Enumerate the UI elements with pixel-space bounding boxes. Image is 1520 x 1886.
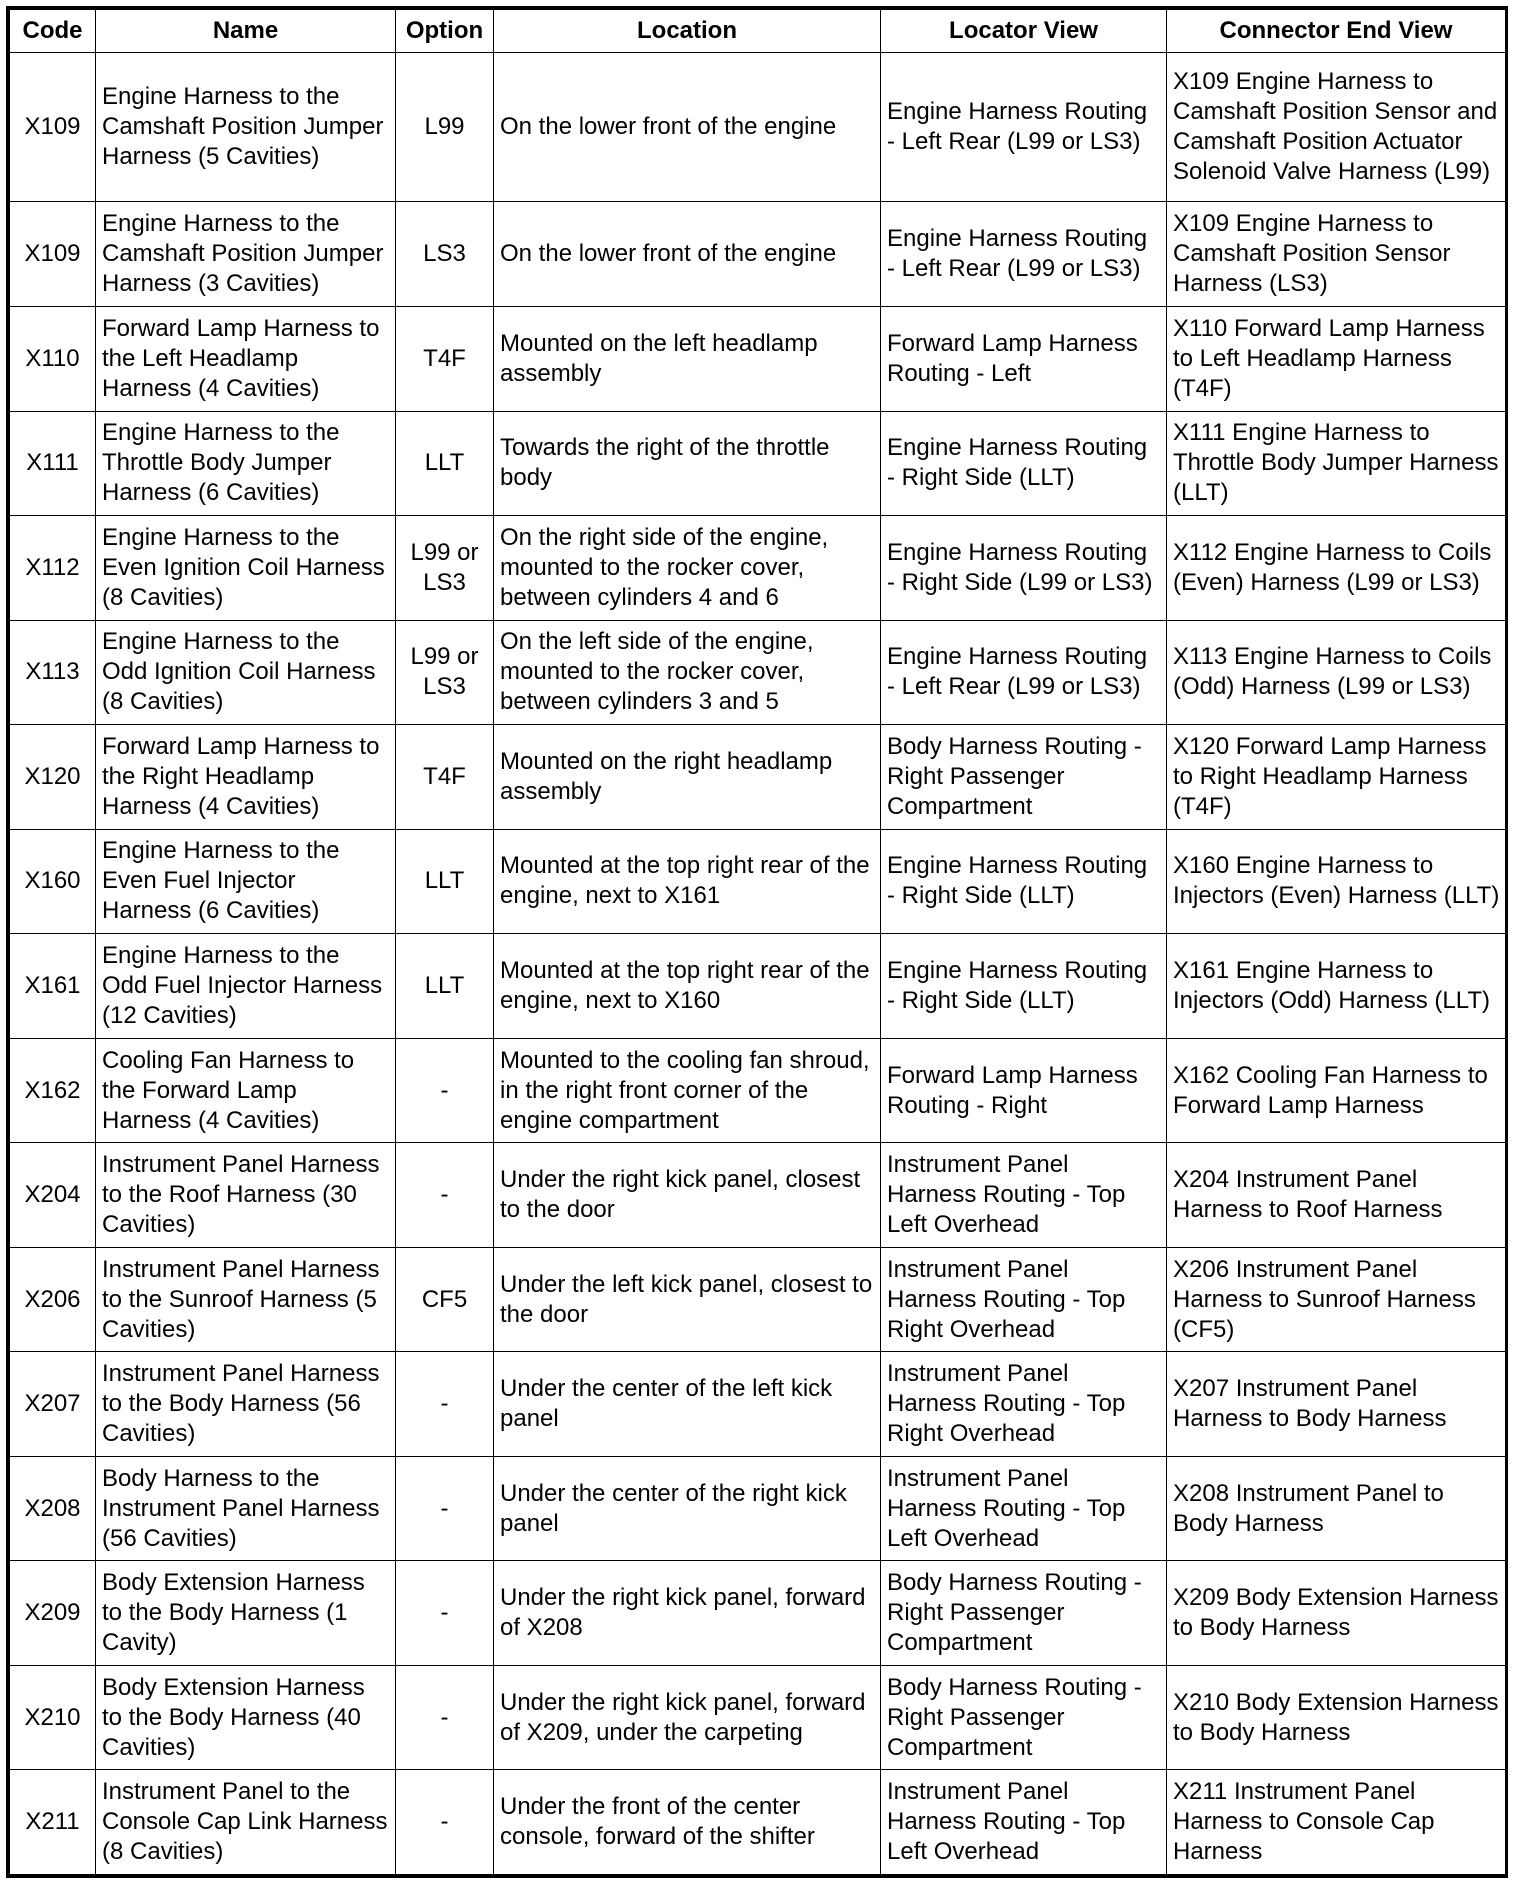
cell-connector-end-view: X210 Body Extension Harness to Body Harness — [1167, 1665, 1506, 1770]
table-row — [10, 725, 1506, 830]
cell-locator-view: Instrument Panel Harness Routing - Top Left Overhead — [881, 1770, 1167, 1875]
cell-locator-view: Instrument Panel Harness Routing - Top Left Overhead — [881, 1143, 1167, 1248]
cell-connector-end-view: X109 Engine Harness to Camshaft Position Sensor and Camshaft Position Actuator Solenoid Valve Harness (L99) — [1167, 53, 1506, 202]
cell-locator-view: Instrument Panel Harness Routing - Top Right Overhead — [881, 1247, 1167, 1352]
cell-location: Mounted at the top right rear of the engine, next to X161 — [494, 829, 881, 934]
cell-location: On the left side of the engine, mounted to the rocker cover, between cylinders 3 and 5 — [494, 620, 881, 725]
cell-code: X207 — [10, 1352, 96, 1457]
cell-option: - — [396, 1561, 494, 1666]
cell-option: T4F — [396, 307, 494, 412]
cell-name: Engine Harness to the Even Fuel Injector Harness (6 Cavities) — [96, 829, 396, 934]
cell-locator-view: Body Harness Routing - Right Passenger Compartment — [881, 725, 1167, 830]
cell-connector-end-view: X206 Instrument Panel Harness to Sunroof Harness (CF5) — [1167, 1247, 1506, 1352]
cell-locator-view: Body Harness Routing - Right Passenger Compartment — [881, 1665, 1167, 1770]
cell-name: Body Extension Harness to the Body Harness (40 Cavities) — [96, 1665, 396, 1770]
cell-code: X211 — [10, 1770, 96, 1875]
cell-location: Mounted at the top right rear of the engine, next to X160 — [494, 934, 881, 1039]
cell-locator-view: Body Harness Routing - Right Passenger Compartment — [881, 1561, 1167, 1666]
header-row — [10, 10, 1506, 53]
cell-code: X109 — [10, 202, 96, 307]
cell-option: L99 or LS3 — [396, 620, 494, 725]
cell-option: - — [396, 1352, 494, 1457]
cell-locator-view: Engine Harness Routing - Right Side (LLT) — [881, 934, 1167, 1039]
cell-connector-end-view: X120 Forward Lamp Harness to Right Headlamp Harness (T4F) — [1167, 725, 1506, 830]
connector-table-frame — [6, 6, 1508, 1878]
table-row — [10, 1770, 1506, 1875]
cell-locator-view: Engine Harness Routing - Left Rear (L99 or LS3) — [881, 53, 1167, 202]
cell-code: X208 — [10, 1456, 96, 1561]
cell-name: Instrument Panel Harness to the Roof Harness (30 Cavities) — [96, 1143, 396, 1248]
cell-connector-end-view: X208 Instrument Panel to Body Harness — [1167, 1456, 1506, 1561]
table-row — [10, 1665, 1506, 1770]
cell-option: - — [396, 1038, 494, 1143]
cell-location: On the lower front of the engine — [494, 53, 881, 202]
cell-option: LLT — [396, 411, 494, 516]
cell-name: Forward Lamp Harness to the Left Headlamp Harness (4 Cavities) — [96, 307, 396, 412]
cell-location: Under the center of the right kick panel — [494, 1456, 881, 1561]
cell-name: Engine Harness to the Camshaft Position Jumper Harness (5 Cavities) — [96, 53, 396, 202]
cell-option: LLT — [396, 934, 494, 1039]
table-row — [10, 53, 1506, 202]
cell-location: Mounted to the cooling fan shroud, in the right front corner of the engine compartment — [494, 1038, 881, 1143]
table-row — [10, 1561, 1506, 1666]
cell-name: Engine Harness to the Camshaft Position Jumper Harness (3 Cavities) — [96, 202, 396, 307]
cell-code: X113 — [10, 620, 96, 725]
cell-option: CF5 — [396, 1247, 494, 1352]
table-row — [10, 1456, 1506, 1561]
header-location: Location — [494, 10, 881, 53]
cell-connector-end-view: X109 Engine Harness to Camshaft Position Sensor Harness (LS3) — [1167, 202, 1506, 307]
cell-option: L99 — [396, 53, 494, 202]
cell-option: L99 or LS3 — [396, 516, 494, 621]
cell-locator-view: Engine Harness Routing - Right Side (L99 or LS3) — [881, 516, 1167, 621]
cell-connector-end-view: X110 Forward Lamp Harness to Left Headlamp Harness (T4F) — [1167, 307, 1506, 412]
cell-location: Under the right kick panel, forward of X208 — [494, 1561, 881, 1666]
cell-code: X162 — [10, 1038, 96, 1143]
cell-connector-end-view: X207 Instrument Panel Harness to Body Harness — [1167, 1352, 1506, 1457]
cell-location: On the lower front of the engine — [494, 202, 881, 307]
cell-name: Engine Harness to the Throttle Body Jumper Harness (6 Cavities) — [96, 411, 396, 516]
cell-option: - — [396, 1143, 494, 1248]
table-row — [10, 516, 1506, 621]
cell-locator-view: Engine Harness Routing - Right Side (LLT) — [881, 829, 1167, 934]
cell-option: LLT — [396, 829, 494, 934]
cell-location: Mounted on the left headlamp assembly — [494, 307, 881, 412]
cell-name: Engine Harness to the Even Ignition Coil Harness (8 Cavities) — [96, 516, 396, 621]
cell-locator-view: Instrument Panel Harness Routing - Top Left Overhead — [881, 1456, 1167, 1561]
cell-connector-end-view: X113 Engine Harness to Coils (Odd) Harness (L99 or LS3) — [1167, 620, 1506, 725]
cell-name: Body Extension Harness to the Body Harness (1 Cavity) — [96, 1561, 396, 1666]
cell-option: - — [396, 1665, 494, 1770]
cell-connector-end-view: X112 Engine Harness to Coils (Even) Harness (L99 or LS3) — [1167, 516, 1506, 621]
cell-connector-end-view: X161 Engine Harness to Injectors (Odd) Harness (LLT) — [1167, 934, 1506, 1039]
cell-option: - — [396, 1770, 494, 1875]
cell-location: Under the left kick panel, closest to the door — [494, 1247, 881, 1352]
table-row — [10, 411, 1506, 516]
cell-name: Forward Lamp Harness to the Right Headlamp Harness (4 Cavities) — [96, 725, 396, 830]
cell-locator-view: Forward Lamp Harness Routing - Right — [881, 1038, 1167, 1143]
header-code: Code — [10, 10, 96, 53]
cell-location: Under the right kick panel, closest to the door — [494, 1143, 881, 1248]
table-row — [10, 1143, 1506, 1248]
cell-code: X161 — [10, 934, 96, 1039]
cell-locator-view: Engine Harness Routing - Left Rear (L99 or LS3) — [881, 620, 1167, 725]
cell-name: Cooling Fan Harness to the Forward Lamp Harness (4 Cavities) — [96, 1038, 396, 1143]
cell-location: Under the right kick panel, forward of X209, under the carpeting — [494, 1665, 881, 1770]
cell-option: LS3 — [396, 202, 494, 307]
cell-locator-view: Engine Harness Routing - Left Rear (L99 or LS3) — [881, 202, 1167, 307]
cell-name: Instrument Panel to the Console Cap Link Harness (8 Cavities) — [96, 1770, 396, 1875]
header-connector-end-view: Connector End View — [1167, 10, 1506, 53]
cell-code: X111 — [10, 411, 96, 516]
cell-location: Towards the right of the throttle body — [494, 411, 881, 516]
cell-code: X109 — [10, 53, 96, 202]
cell-code: X160 — [10, 829, 96, 934]
cell-connector-end-view: X162 Cooling Fan Harness to Forward Lamp Harness — [1167, 1038, 1506, 1143]
cell-locator-view: Forward Lamp Harness Routing - Left — [881, 307, 1167, 412]
cell-locator-view: Engine Harness Routing - Right Side (LLT) — [881, 411, 1167, 516]
cell-connector-end-view: X211 Instrument Panel Harness to Console Cap Harness — [1167, 1770, 1506, 1875]
table-row — [10, 934, 1506, 1039]
cell-name: Body Harness to the Instrument Panel Harness (56 Cavities) — [96, 1456, 396, 1561]
cell-code: X210 — [10, 1665, 96, 1770]
cell-option: T4F — [396, 725, 494, 830]
table-row — [10, 620, 1506, 725]
cell-connector-end-view: X209 Body Extension Harness to Body Harness — [1167, 1561, 1506, 1666]
table-row — [10, 1352, 1506, 1457]
cell-code: X120 — [10, 725, 96, 830]
cell-connector-end-view: X160 Engine Harness to Injectors (Even) Harness (LLT) — [1167, 829, 1506, 934]
cell-name: Engine Harness to the Odd Ignition Coil Harness (8 Cavities) — [96, 620, 396, 725]
connector-table — [9, 9, 1506, 1875]
header-locator-view: Locator View — [881, 10, 1167, 53]
cell-location: On the right side of the engine, mounted to the rocker cover, between cylinders 4 and 6 — [494, 516, 881, 621]
cell-name: Engine Harness to the Odd Fuel Injector Harness (12 Cavities) — [96, 934, 396, 1039]
table-row — [10, 1247, 1506, 1352]
cell-code: X206 — [10, 1247, 96, 1352]
table-body — [10, 53, 1506, 1875]
cell-location: Mounted on the right headlamp assembly — [494, 725, 881, 830]
cell-locator-view: Instrument Panel Harness Routing - Top Right Overhead — [881, 1352, 1167, 1457]
cell-code: X209 — [10, 1561, 96, 1666]
cell-location: Under the front of the center console, forward of the shifter — [494, 1770, 881, 1875]
table-row — [10, 307, 1506, 412]
cell-connector-end-view: X111 Engine Harness to Throttle Body Jumper Harness (LLT) — [1167, 411, 1506, 516]
cell-name: Instrument Panel Harness to the Body Harness (56 Cavities) — [96, 1352, 396, 1457]
header-name: Name — [96, 10, 396, 53]
cell-code: X112 — [10, 516, 96, 621]
cell-option: - — [396, 1456, 494, 1561]
cell-location: Under the center of the left kick panel — [494, 1352, 881, 1457]
cell-name: Instrument Panel Harness to the Sunroof Harness (5 Cavities) — [96, 1247, 396, 1352]
table-row — [10, 1038, 1506, 1143]
table-row — [10, 829, 1506, 934]
header-option: Option — [396, 10, 494, 53]
cell-connector-end-view: X204 Instrument Panel Harness to Roof Harness — [1167, 1143, 1506, 1248]
cell-code: X204 — [10, 1143, 96, 1248]
cell-code: X110 — [10, 307, 96, 412]
table-row — [10, 202, 1506, 307]
